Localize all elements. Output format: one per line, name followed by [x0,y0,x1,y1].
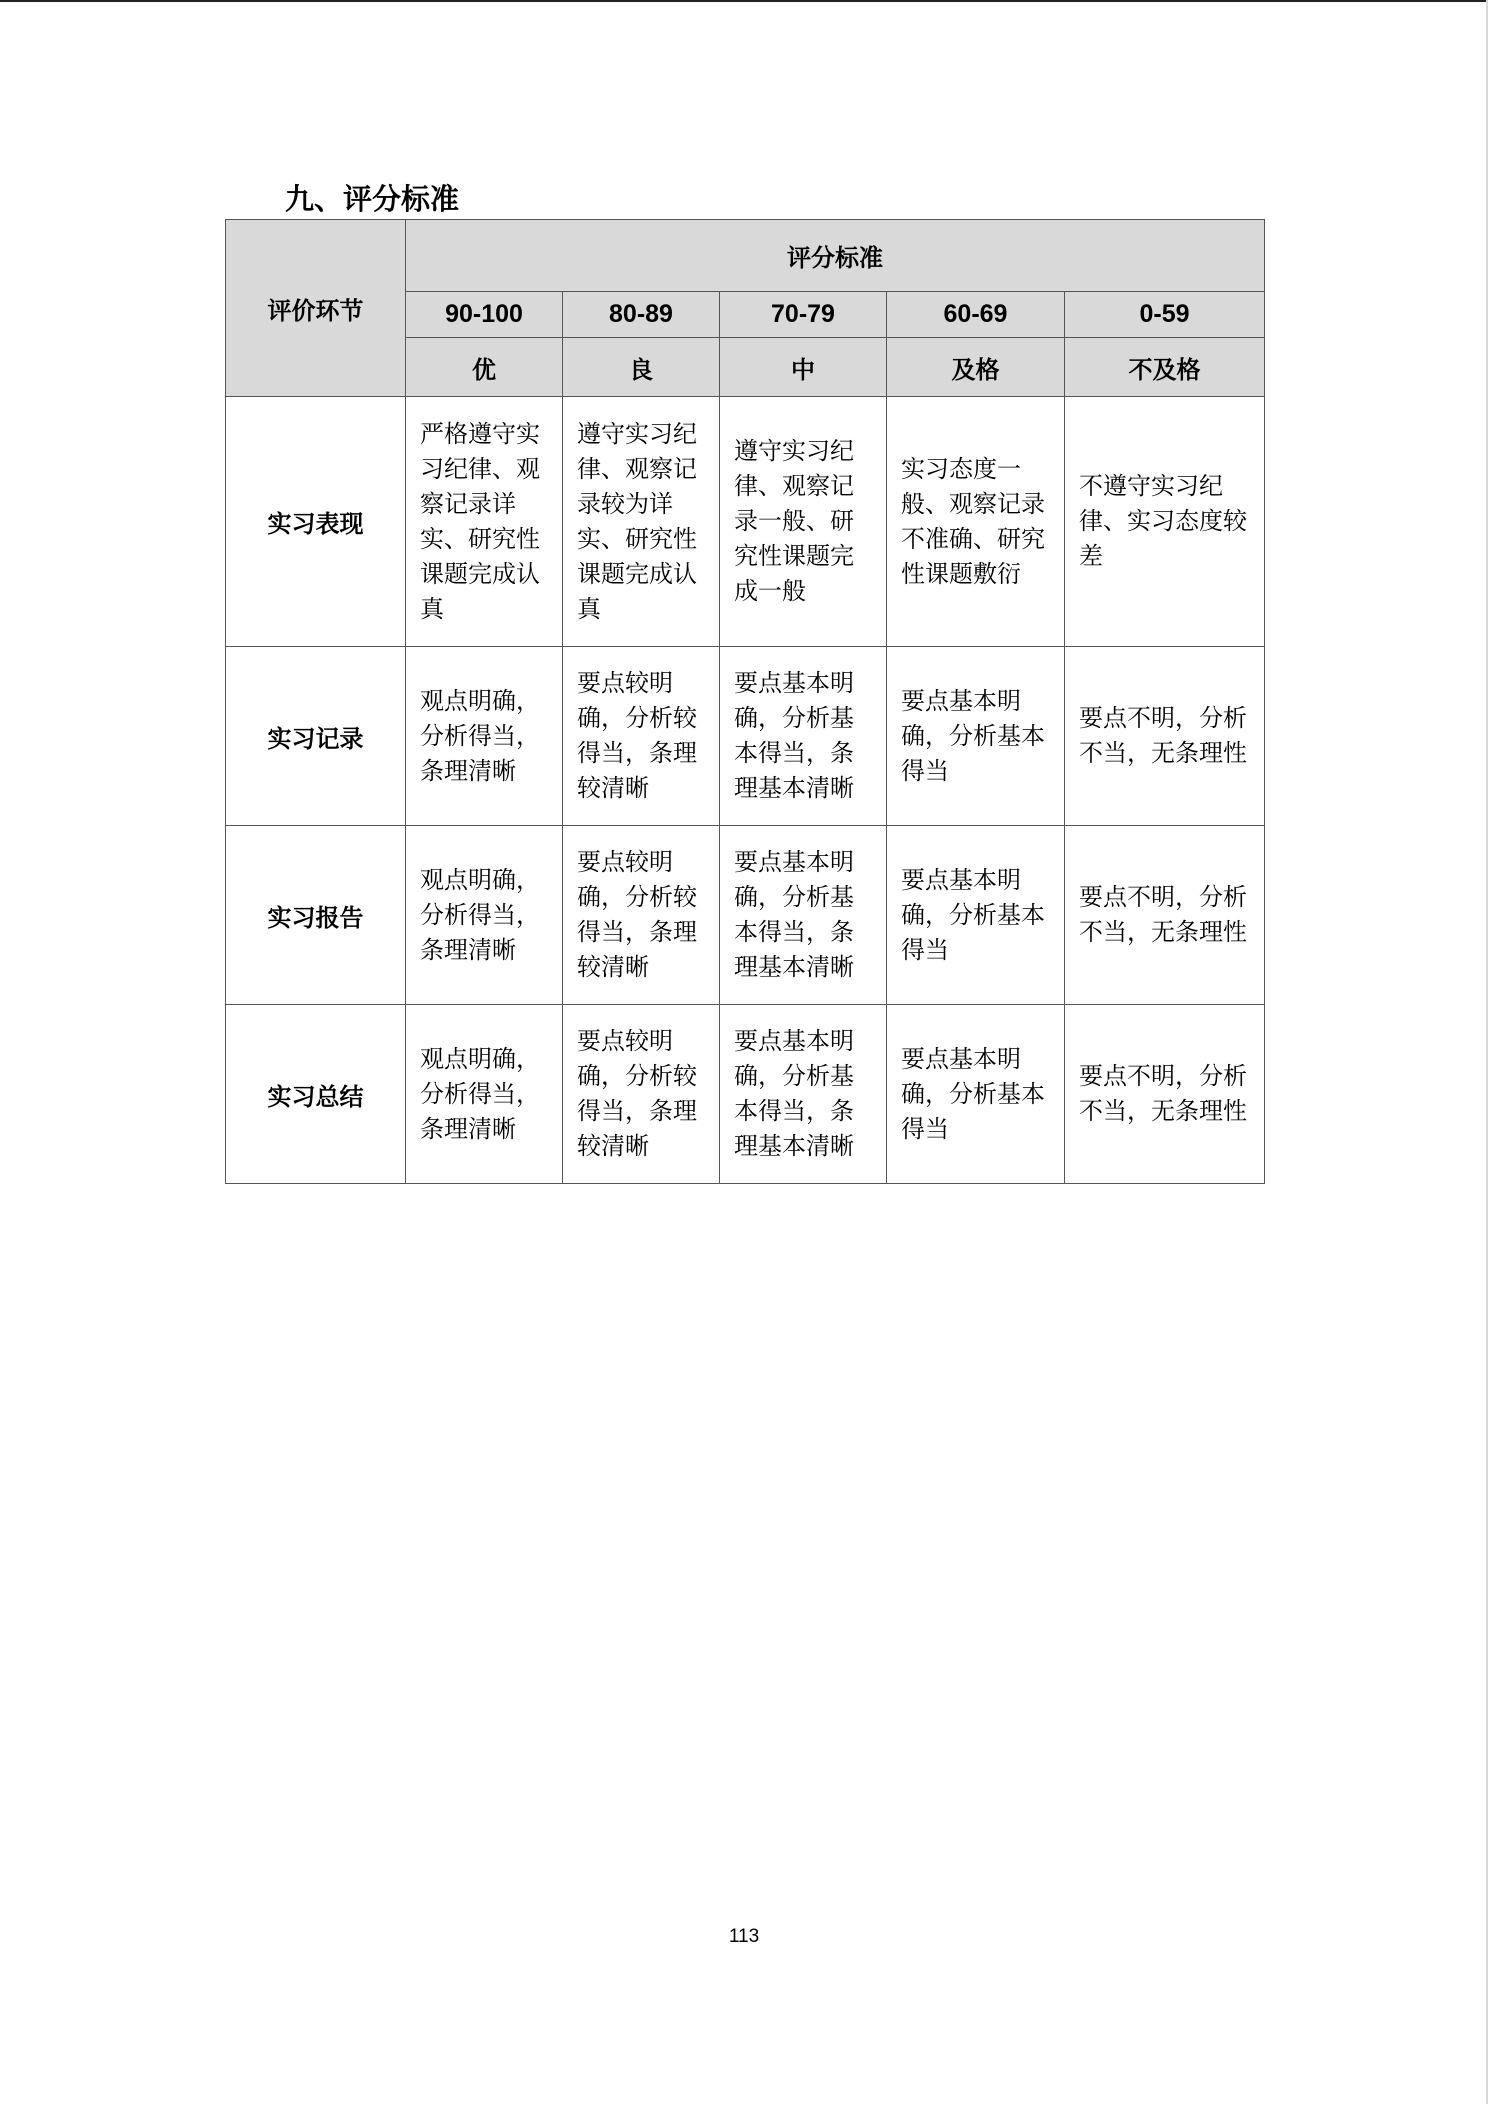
table-cell: 要点基本明确，分析基本得当，条理基本清晰 [720,826,887,1005]
row-label: 实习表现 [226,397,406,647]
table-cell: 实习态度一般、观察记录不准确、研究性课题敷衍 [887,397,1065,647]
table-cell: 观点明确，分析得当，条理清晰 [406,826,563,1005]
header-grade: 优 [406,338,563,397]
header-grade: 中 [720,338,887,397]
header-grade: 良 [563,338,720,397]
table-cell: 观点明确，分析得当，条理清晰 [406,647,563,826]
page-number: 113 [728,1926,760,1947]
row-label: 实习记录 [226,647,406,826]
row-label: 实习报告 [226,826,406,1005]
table-cell: 要点基本明确，分析基本得当，条理基本清晰 [720,647,887,826]
table-row [226,1005,1265,1184]
row-label: 实习总结 [226,1005,406,1184]
header-evaluation-stage: 评价环节 [226,220,406,397]
table-cell: 要点较明确，分析较得当，条理较清晰 [563,1005,720,1184]
table-cell: 严格遵守实习纪律、观察记录详实、研究性课题完成认真 [406,397,563,647]
table-cell: 不遵守实习纪律、实习态度较差 [1065,397,1265,647]
table-row [226,647,1265,826]
page-top-border [0,0,1488,2]
table-cell: 要点基本明确，分析基本得当 [887,826,1065,1005]
header-grading-standard: 评分标准 [406,220,1265,292]
table-cell: 要点不明，分析不当，无条理性 [1065,1005,1265,1184]
table-row [226,397,1265,647]
table-cell: 观点明确，分析得当，条理清晰 [406,1005,563,1184]
header-grade: 及格 [887,338,1065,397]
table-cell: 要点基本明确，分析基本得当 [887,1005,1065,1184]
table-cell: 要点基本明确，分析基本得当，条理基本清晰 [720,1005,887,1184]
table-header-row-group [226,220,1265,292]
grading-criteria-table [225,219,1265,1184]
table-cell: 要点较明确，分析较得当，条理较清晰 [563,826,720,1005]
section-heading: 九、评分标准 [285,182,460,216]
header-range: 60-69 [887,292,1065,338]
header-grade: 不及格 [1065,338,1265,397]
header-range: 80-89 [563,292,720,338]
table-row [226,826,1265,1005]
header-range: 70-79 [720,292,887,338]
table-cell: 遵守实习纪律、观察记录一般、研究性课题完成一般 [720,397,887,647]
header-range: 90-100 [406,292,563,338]
table-cell: 要点基本明确，分析基本得当 [887,647,1065,826]
table-cell: 要点不明，分析不当，无条理性 [1065,826,1265,1005]
table-cell: 要点不明，分析不当，无条理性 [1065,647,1265,826]
header-range: 0-59 [1065,292,1265,338]
table-cell: 要点较明确，分析较得当，条理较清晰 [563,647,720,826]
table-cell: 遵守实习纪律、观察记录较为详实、研究性课题完成认真 [563,397,720,647]
